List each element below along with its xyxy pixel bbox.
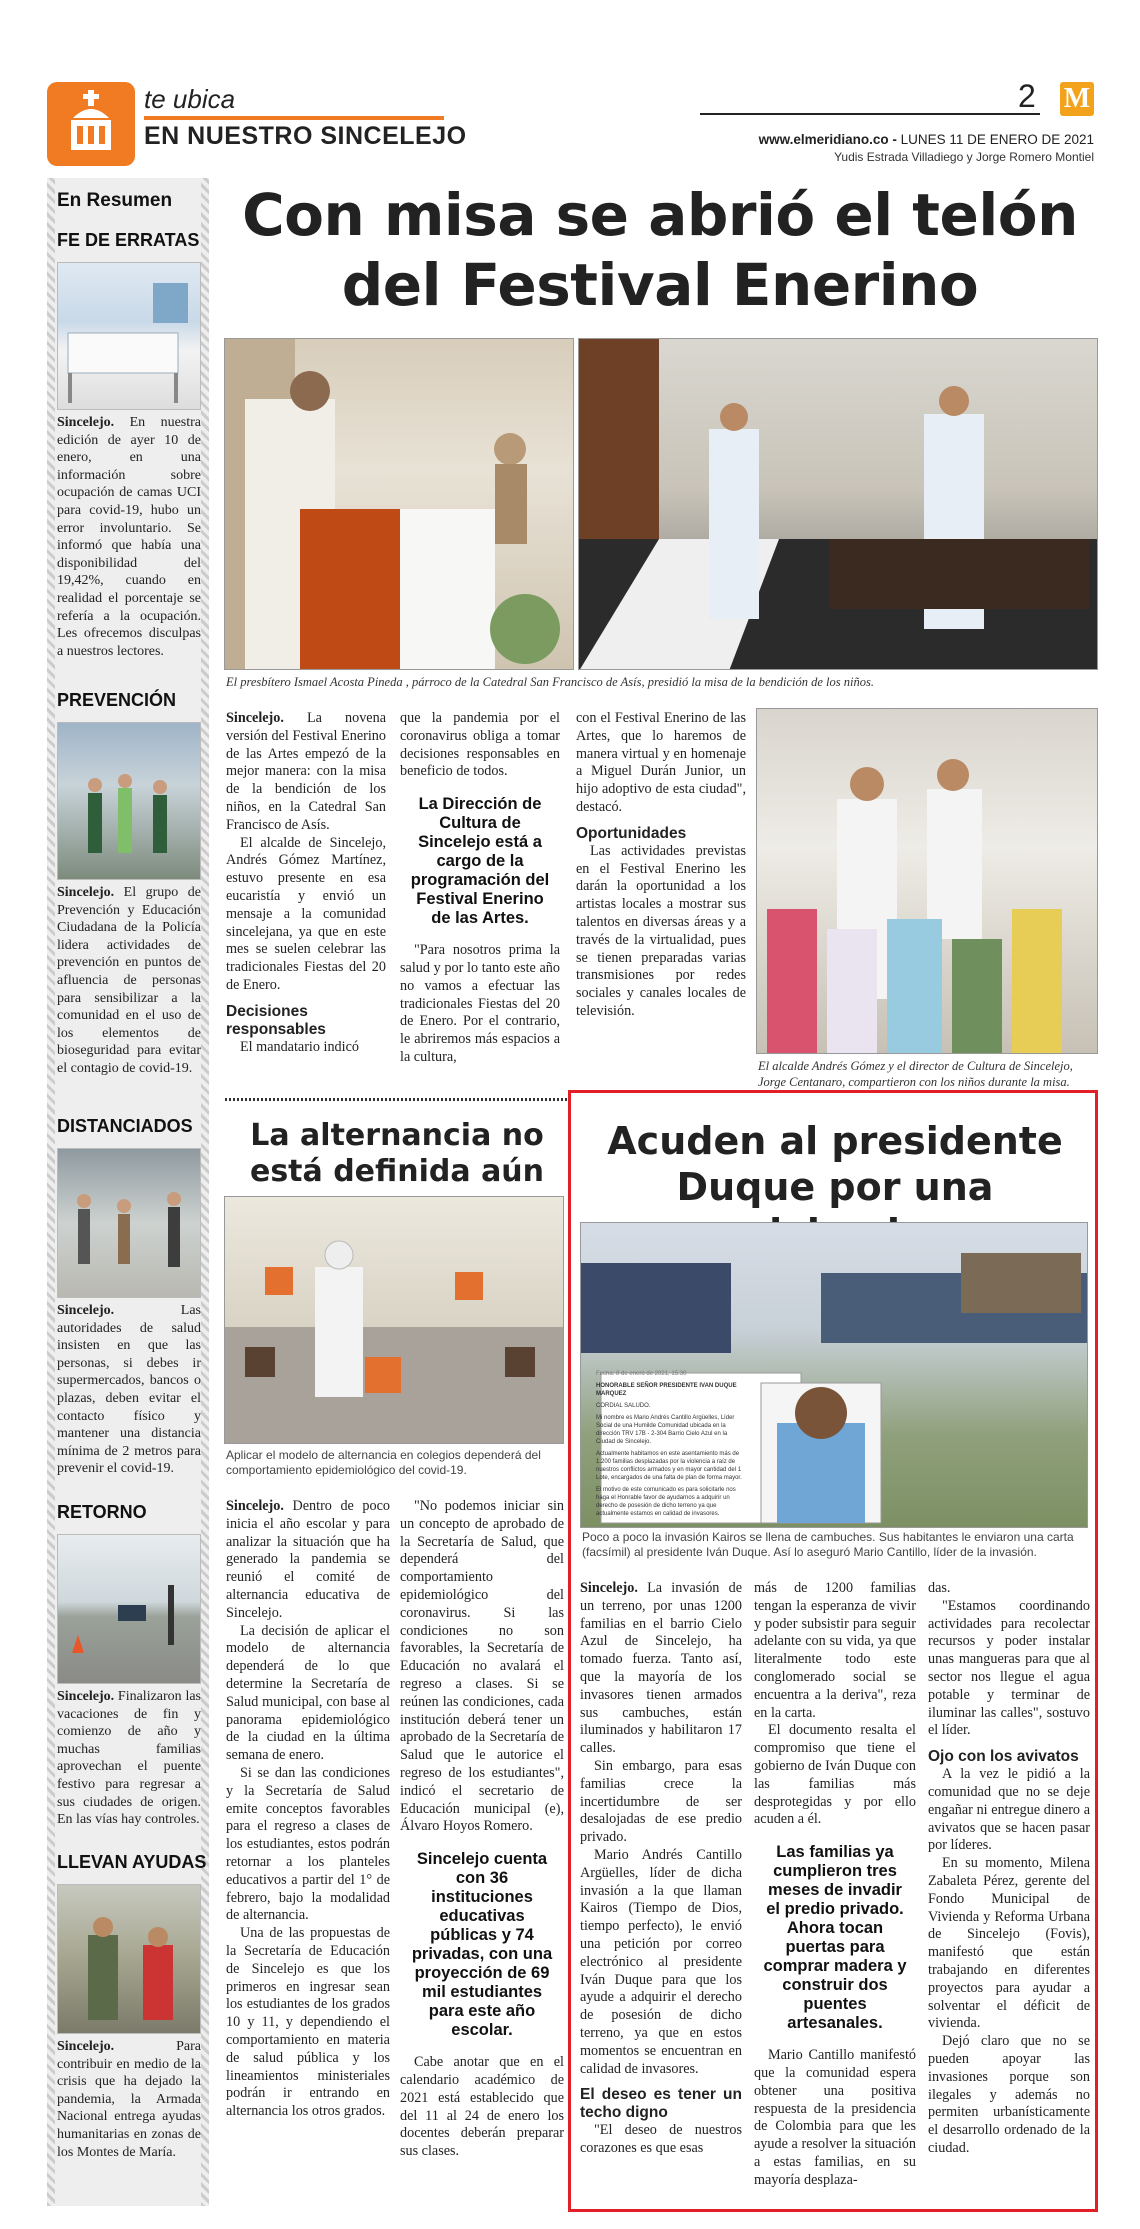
sidebar-text: Sincelejo. Para contribuir en medio de la crisis que ha dejado la pandemia, la Armada Nacional entrega ayudas humanitarias en zonas de los Montes de María. — [57, 2039, 201, 2160]
article-column: Sincelejo. La invasión de un terreno, por unas 1200 familias en el barrio Cielo Azul de Sincelejo, ha tomado fuerza. Tanto así, que la mayoría de los invasores tienen armados sus cambuches, están iluminados y habilitaron 17 calles. Sin embargo, para esas familias crece la incertidumbre de ser desalojadas de ese predio privado. Mario Andrés Cantillo Argüelles, líder de dicha invasión a la que llaman Kairos (Tiempo de Dios, tiempo perfecto), le envió una petición por correo electrónico al presidente Iván Duque para que los ayude a adquirir el derecho de posesión de dicho terreno, ya que en estos momentos se encuentran en calidad de invasores. El deseo es tener un techo digno "El deseo de nuestros corazones es que esas — [580, 1580, 742, 2157]
letter-facsimile: Fecha: 8 de enero de 2021, 15:30 HONORABLE SEÑOR PRESIDENTE IVAN DUQUE MARQUEZ CORDIAL SALUDO. Mi nombre es Mario Andrés Cantillo Argüelles, Líder Social de una Humilde Comunidad ubicada en la dirección TRV 17B - 2-304 Barrio Cielo Azul en la Ciudad de Sincelejo. Actualmente habitamos en este asentamiento más de 1.200 familias desplazadas por la violencia a raíz de nuestros conflictos armados y en mayor cantidad del 1 Lote, encargados de una falta de plan de forma mayor. El motivo de este comunicado es para solicitarle nos haga el Honrable favor de ayudarnos a adquirir un derecho de posesión de dicho terreno ya que actualmente estamos en calidad de invasores. — [596, 1371, 742, 1517]
sidebar-heading: LLEVAN AYUDAS — [57, 1852, 207, 1872]
photo-caption: El alcalde Andrés Gómez y el director de Cultura de Sincelejo, Jorge Centanaro, compartieron con los niños durante la misa. — [758, 1059, 1073, 1089]
sidebar-border — [201, 178, 209, 2206]
subheading: Oportunidades — [576, 824, 687, 842]
article-column: "No podemos iniciar sin un concepto de aprobado de la Secretaría de Salud, que dependerá del comportamiento epidemiológico del coronavirus. Si las condiciones no son favorables, la Secretaría de Educación no avalará el regreso a clases. Si se reúnen las condiciones, cada institución deberá tener un aprobado de la Secretaría de Salud que le autorice el regreso de los estudiantes", indicó el secretario de Educación municipal (e), Álvaro Hoyos Romero. Sincelejo cuenta con 36 instituciones educativas públicas y 74 privadas, con una proyección de 69 mil estudiantes para este año escolar. Cabe anotar que en el calendario académico de 2021 está establecido que del 11 al 24 de enero los docentes deberán preparar sus clases. — [400, 1498, 564, 2160]
classroom-disinfection-photo — [224, 1196, 564, 1444]
sidebar-text: Sincelejo. Finalizaron las vacaciones de fin y comienzo de año y muchas familias aprovechan el puente festivo para regresar a sus ciudades de origen. En las vías hay controles. — [57, 1689, 201, 1828]
subheading: El deseo es tener un techo digno — [580, 2086, 742, 2122]
article-column: con el Festival Enerino de las Artes, que lo haremos de manera virtual y en homenaje a Miguel Durán Junior, un hijo adoptivo de esta ciudad", destacó. Oportunidades Las actividades previstas en el Festival Enerino les darán la oportunidad a los artistas locales a mostrar sus talentos en diversas áreas y a través de la virtualidad, pues se tienen preparadas varias transmisiones por redes sociales y canales locales de televisión. — [576, 710, 746, 1019]
article-column: Sincelejo. Dentro de poco inicia el año escolar y para analizar la situación que ha generado la pandemia se reunió el comité de alternancia educativa de Sincelejo. La decisión de aplicar el modelo de alternancia dependerá de lo que determine la Secretaría de Salud municipal, con base al panorama epidemiológico de la ciudad en la última semana de enero. Si se dan las condiciones y la Secretaría de Salud emite conceptos favorables para el regreso a clases de los estudiantes, estos podrán retornar a los planteles educativos a partir del 1° de febrero, bajo la modalidad de alternancia. Una de las propuestas de la Secretaría de Educación de Sincelejo es que los primeros en ingresar sean los estudiantes de los grados 10 y 11, y dependiendo el comportamiento en materia de salud pública y los lineamientos ministeriales podrán ir entrando en alternancia los otros grados. — [226, 1498, 390, 2120]
brand-logo: M — [1060, 82, 1094, 116]
issue-date: LUNES 11 DE ENERO DE 2021 — [900, 132, 1094, 147]
sidebar-heading: FE DE ERRATAS — [57, 230, 200, 250]
sidebar-text: Sincelejo. En nuestra edición de ayer 10 de enero, en una información sobre ocupación de camas UCI para covid-19, hubo un error involuntario. Se informó que había una disponibilidad del 19,42%, cuando en realidad el porcentaje se refería a la ocupación. Les ofrecemos disculpas a nuestros lectores. — [57, 415, 201, 659]
header-accent-line — [144, 116, 444, 120]
page-number: 2 — [1018, 78, 1036, 114]
article-column: que la pandemia por el coronavirus obliga a tomar decisiones responsables en beneficio de todos. La Dirección de Cultura de Sincelejo está a cargo de la programación del Festival Enerino de las Artes. "Para nosotros prima la salud y por lo tanto este año no vamos a efectuar las tradicionales Fiestas del 20 de Enero. Por el contrario, le abriremos más espacios a la cultura, — [400, 710, 560, 1065]
site-url[interactable]: www.elmeridiano.co - — [758, 132, 897, 147]
navy-aid-photo — [57, 1884, 201, 2034]
dateline — [708, 132, 1094, 147]
road-checkpoint-photo — [57, 1534, 201, 1684]
hospital-bed-photo — [57, 262, 201, 410]
article-column: Sincelejo. La novena versión del Festival Enerino de las Artes empezó de la mejor manera: con la misa de la bendición de los niños, en la Catedral San Francisco de Asís. El alcalde de Sincelejo, Andrés Gómez Martínez, estuvo presente en esa eucaristía y envió un mensaje a la comunidad sincelejana, ya que en este mes se suelen celebrar las tradicionales Fiestas del 20 de Enero. Decisiones responsables El mandatario indicó — [226, 710, 386, 1055]
priest-altar-photo — [224, 338, 574, 670]
sidebar-heading: RETORNO — [57, 1502, 147, 1522]
distancing-queue-photo — [57, 1148, 201, 1298]
byline: Yudis Estrada Villadiego y Jorge Romero Montiel — [834, 150, 1094, 164]
sidebar-text: Sincelejo. Las autoridades de salud insisten en que las personas, si debes ir supermercados, bancos o plazas, deben evitar el contacto físico y mantener una distancia mínima de 2 metros para prevenir el covid-19. — [57, 1303, 201, 1477]
sidebar-title: En Resumen — [57, 190, 173, 211]
subheading: Decisiones responsables — [226, 1002, 326, 1038]
section-title: EN NUESTRO SINCELEJO — [144, 122, 467, 150]
section-divider — [225, 1098, 570, 1101]
pull-quote: La Dirección de Cultura de Sincelejo está a cargo de la programación del Festival Enerino de las Artes. — [410, 795, 550, 928]
photo-caption: Aplicar el modelo de alternancia en colegios dependerá del comportamiento epidemiológico del covid-19. — [226, 1448, 541, 1477]
mayor-children-photo — [756, 708, 1098, 1054]
subheading: Ojo con los avivatos — [928, 1748, 1079, 1766]
article-column: más de 1200 familias tengan la esperanza de vivir y poder subsistir para seguir adelante con su vida, ya que literalmente todo este conglomerado social se encuentra a la deriva", reza en la carta. El documento resalta el compromiso que tiene el gobierno de Iván Duque con las familias más desprotegidas y por ello acuden a él. Las familias ya cumplieron tres meses de invadir el predio privado. Ahora tocan puertas para comprar madera y construir dos puentes artesanales. Mario Cantillo manifestó que la comunidad espera obtener una positiva respuesta de la presidencia de Colombia para que les ayude a resolver la situación a estas familias, en su mayoría desplaza- — [754, 1580, 916, 2188]
section-kicker: te ubica — [144, 84, 236, 114]
header-rule — [700, 113, 1040, 115]
story-headline: Acuden al presidente Duque por una — [607, 1119, 1063, 1209]
story-headline: La alternancia no está definida aún — [249, 1118, 545, 1189]
main-headline: Con misa se abrió el telón del Festival Enerino — [242, 181, 1078, 319]
pull-quote: Sincelejo cuenta con 36 instituciones educativas públicas y 74 privadas, con una proyección de 69 mil estudiantes para este año escolar. — [411, 1850, 553, 2040]
pull-quote: Las familias ya cumplieron tres meses de invadir el predio privado. Ahora tocan puertas para comprar madera y construir dos puentes artesanales. — [763, 1843, 907, 2033]
article-column: das. "Estamos coordinando actividades para recolectar recursos y poder instalar unas mangueras para que al sector nos llegue el agua potable y terminar de iluminar las calles", sostuvo el líder. Ojo con los avivatos A la vez le pidió a la comunidad que no se deje engañar ni entregue dinero a avivatos que se hacen pasar por líderes. En su momento, Milena Zabaleta Pérez, gerente del Fondo Municipal de Vivienda y Reforma Urbana de Sincelejo (Fovis), manifestó que están trabajando en diferentes proyectos para ayudar a solventar el déficit de vivienda. Dejó claro que no se pueden apoyar las invasiones porque son ilegales y además no permiten urbanísticamente el desarrollo ordenado de la ciudad. — [928, 1580, 1090, 2156]
photo-caption: El presbítero Ismael Acosta Pineda , párroco de la Catedral San Francisco de Asís, presidió la misa de la bendición de los niños. — [226, 675, 874, 689]
sidebar-border — [47, 178, 55, 2206]
church-logo-icon — [47, 82, 135, 166]
police-prevention-photo — [57, 722, 201, 880]
photo-caption: Poco a poco la invasión Kairos se llena de cambuches. Sus habitantes le enviaron una carta (facsímil) al presidente Iván Duque. Así lo aseguró Mario Cantillo, líder de la invasión. — [582, 1530, 1074, 1559]
sidebar-heading: DISTANCIADOS — [57, 1116, 193, 1136]
sidebar-heading: PREVENCIÓN — [57, 690, 177, 710]
mayor-church-photo — [578, 338, 1098, 670]
sidebar-text: Sincelejo. El grupo de Prevención y Educación Ciudadana de la Policía lidera actividades de prevención en puntos de afluencia de personas para sensibilizar a la comunidad en el uso de los elementos de bioseguridad para evitar el contagio de covid-19. — [57, 885, 201, 1076]
